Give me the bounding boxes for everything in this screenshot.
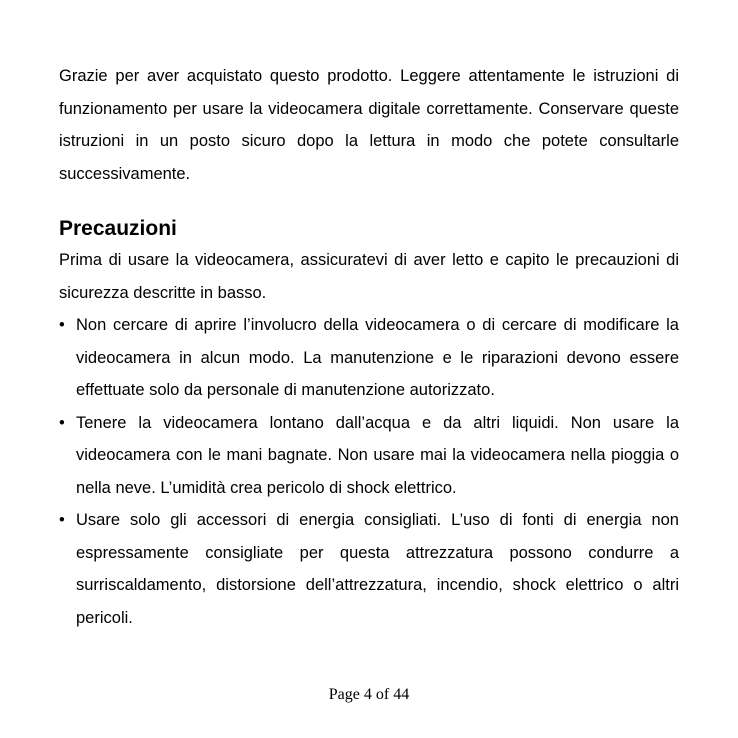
section-gap xyxy=(59,190,679,214)
list-item-text: Tenere la videocamera lontano dall’acqua e da altri liquidi. Non usare la videocamera con le mani bagnate. Non usare mai la videocamera nella pioggia o nella neve. L’umidità crea pericolo di shock elettrico. xyxy=(76,413,679,497)
list-item xyxy=(59,504,679,634)
section-lead-paragraph: Prima di usare la videocamera, assicuratevi di aver letto e capito le precauzioni di sicurezza descritte in basso. xyxy=(59,251,679,302)
list-item-text: Non cercare di aprire l’involucro della videocamera o di cercare di modificare la videocamera in alcun modo. La manutenzione e le riparazioni devono essere effettuate solo da personale di manutenzione autorizzato. xyxy=(76,316,679,399)
bullet-icon: • xyxy=(59,511,65,529)
list-item-text: Usare solo gli accessori di energia consigliati. L’uso di fonti di energia non espressamente consigliate per questa attrezzatura possono condurre a surriscaldamento, distorsione dell’attrezzatura, incendio, shock elettrico o altri pericoli. xyxy=(76,511,679,627)
page-number: Page 4 of 44 xyxy=(328,686,410,703)
list-item xyxy=(59,407,679,505)
intro-paragraph: Grazie per aver acquistato questo prodotto. Leggere attentamente le istruzioni di funzionamento per usare la videocamera digitale correttamente. Conservare queste istruzioni in un posto sicuro dopo la lettura in modo che potete consultarle successivamente. xyxy=(59,67,679,183)
bullet-icon: • xyxy=(59,413,65,432)
precautions-list xyxy=(59,309,679,634)
section-title: Precauzioni xyxy=(59,217,177,240)
document-page xyxy=(59,60,679,634)
bullet-icon: • xyxy=(59,316,65,334)
list-item xyxy=(59,309,679,407)
